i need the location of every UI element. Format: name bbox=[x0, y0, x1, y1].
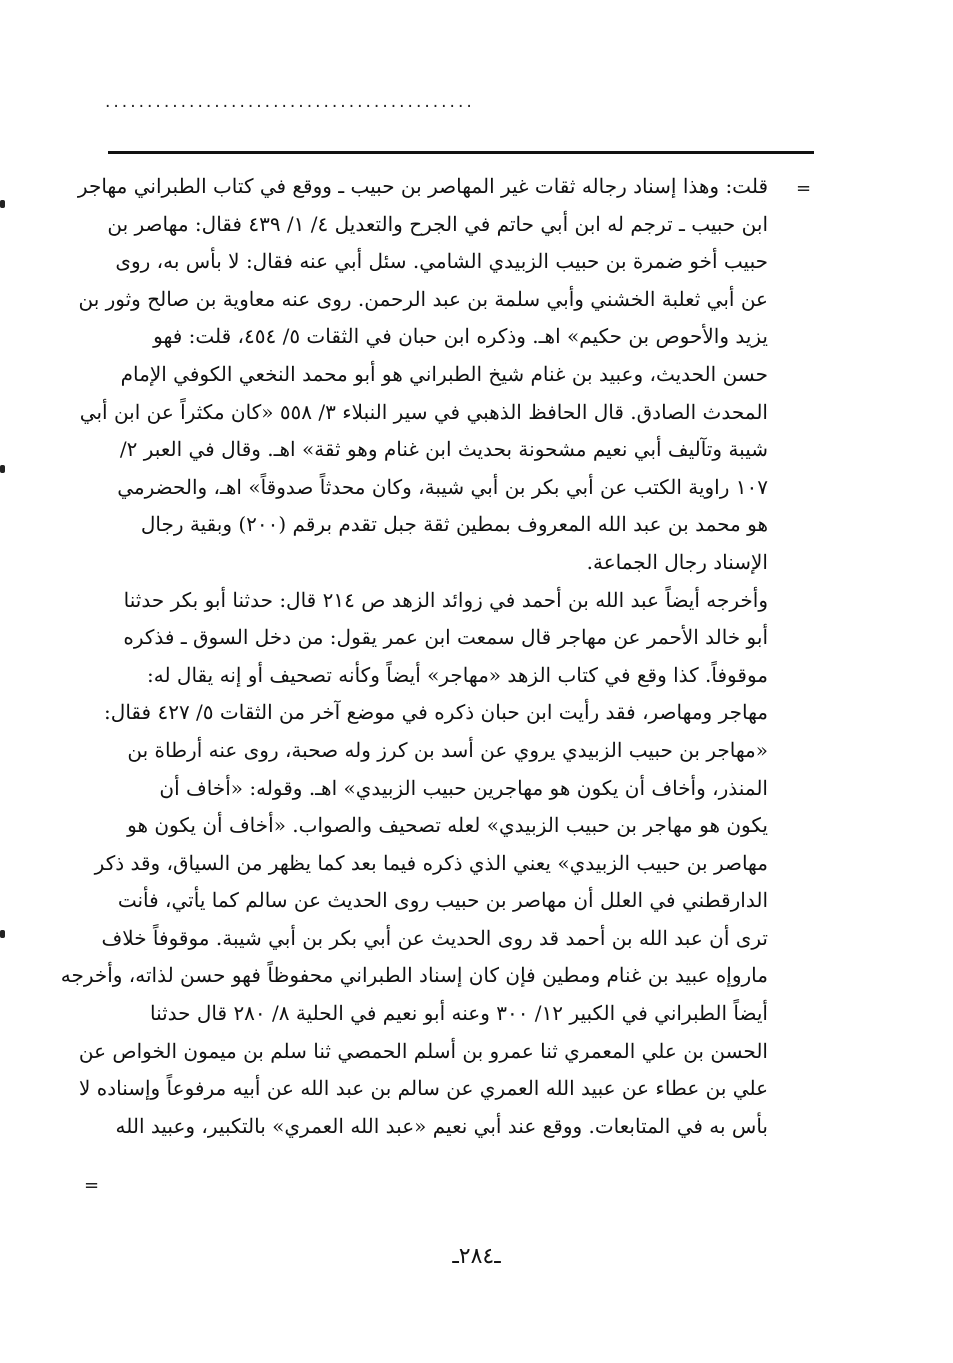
text-line: الحسن بن علي المعمري ثنا عمرو بن أسلم الحمصي ثنا سلم بن ميمون الخواص عن bbox=[78, 1038, 768, 1063]
page-number: ـ٢٨٤ـ bbox=[452, 1244, 501, 1269]
text-line: هو محمد بن عبد الله المعروف بمطين ثقة جبل تقدم برقم (٢٠٠) وبقية رجال bbox=[140, 512, 768, 537]
scan-speck bbox=[0, 465, 5, 473]
text-line: حبيب أخو ضمرة بن حبيب الزبيدي الشامي. سئل أبي عنه فقال: لا بأس به، روى bbox=[115, 249, 768, 274]
text-line: المحدث الصادق. قال الحافظ الذهبي في سير النبلاء ٣/ ٥٥٨ «كان مكثراً عن ابن أبي bbox=[79, 399, 768, 424]
text-line: أبو خالد الأحمر عن مهاجر قال سمعت ابن عمر يقول: من دخل السوق ـ فذكره bbox=[123, 625, 768, 650]
continuation-marker-top: = bbox=[796, 178, 812, 199]
text-line: يكون هو مهاجر بن حبيب الزبيدي» لعله تصحيف والصواب. «أخاف أن يكون هو bbox=[127, 813, 768, 838]
body-text bbox=[60, 168, 768, 1145]
scan-speck bbox=[0, 930, 5, 938]
text-line: قلت: وهذا إسناد رجاله ثقات غير المهاصر بن حبيب ـ ووقع في كتاب الطبراني مهاجر bbox=[77, 174, 768, 198]
text-line: ماروإه عبيد بن غنام ومطين فإن كان إسناد الطبراني محفوظاً فهو حسن لذاته، وأخرجه bbox=[60, 963, 768, 988]
text-line: الإسناد رجال الجماعة. bbox=[586, 549, 768, 574]
continuation-marker-bottom: = bbox=[84, 1175, 100, 1196]
text-line: «مهاجر بن حبيب الزبيدي يروي عن أسد بن كرز وله صحبة، روى عنه أرطاة بن bbox=[127, 737, 768, 762]
text-line: بأس به في المتابعات. ووقع عند أبي نعيم «عبد الله العمري» بالتكبير، وعبيد الله bbox=[115, 1113, 768, 1138]
text-line: حسن الحديث، وعبيد بن غنام شيخ الطبراني هو أبو محمد النخعي الكوفي الإمام bbox=[120, 361, 768, 386]
text-line: أيضاً الطبراني في الكبير ١٢/ ٣٠٠ وعنه أبو نعيم في الحلية ٨/ ٢٨٠ قال حدثنا bbox=[149, 1001, 768, 1026]
separator-rule bbox=[108, 151, 814, 154]
text-line: وأخرجه أيضاً عبد الله بن أحمد في زوائد الزهد ص ٢١٤ قال: حدثنا أبو بكر حدثنا bbox=[123, 587, 768, 612]
text-line: مهاجر ومهاصر، فقد رأيت ابن حبان ذكره في موضع آخر من الثقات ٥/ ٤٢٧ فقال: bbox=[104, 700, 768, 725]
text-line: يزيد والأحوص بن حكيم» اهـ. وذكره ابن حبان في الثقات ٥/ ٤٥٤، قلت: فهو bbox=[153, 324, 768, 349]
dotted-header-line: ............................................ bbox=[105, 92, 475, 112]
text-line: المنذر، وأخاف أن يكون هو مهاجرين حبيب الزبيدي» اهـ. وقوله: «أخاف أن bbox=[159, 775, 768, 800]
text-line: ترى أن عبد الله بن أحمد قد روى الحديث عن أبي بكر بن أبي شيبة. موقوفاً خلاف bbox=[101, 925, 768, 950]
text-line: عن أبي ثعلبة الخشني وأبي سلمة بن عبد الرحمن. روى عنه معاوية بن صالح وثور بن bbox=[78, 286, 768, 311]
text-line: الدارقطني في العلل أن مهاصر بن حبيب روى الحديث عن سالم كما يأتي، فأنت bbox=[117, 888, 768, 913]
text-line: مهاصر بن حبيب الزبيدي» يعني الذي ذكره فيما بعد كما يظهر من السياق، وقد ذكر bbox=[94, 850, 768, 875]
text-line: ١٠٧ راوية الكتب عن أبي بكر بن أبي شيبة، وكان محدثاً صدوقاً» اهـ، والحضرمي bbox=[117, 474, 768, 499]
text-line: شيبة وتآليف أبي نعيم مشحونة بحديث ابن غنام وهو ثقة» اهـ. وقال في العبر ٢/ bbox=[119, 437, 768, 462]
text-line: موقوفاً. كذا وقع في كتاب الزهد «مهاجر» أيضاً وكأنه تصحيف أو إنه يقال له: bbox=[147, 662, 768, 687]
text-line: ابن حبيب ـ ترجم له ابن أبي حاتم في الجرح والتعديل ٤/ ١/ ٤٣٩ فقال: مهاصر بن bbox=[107, 211, 768, 236]
text-line: علي بن عطاء عن عبيد الله العمري عن سالم بن عبد الله عن أبيه مرفوعاً وإسناده لا bbox=[78, 1076, 768, 1101]
scan-speck bbox=[0, 200, 5, 208]
